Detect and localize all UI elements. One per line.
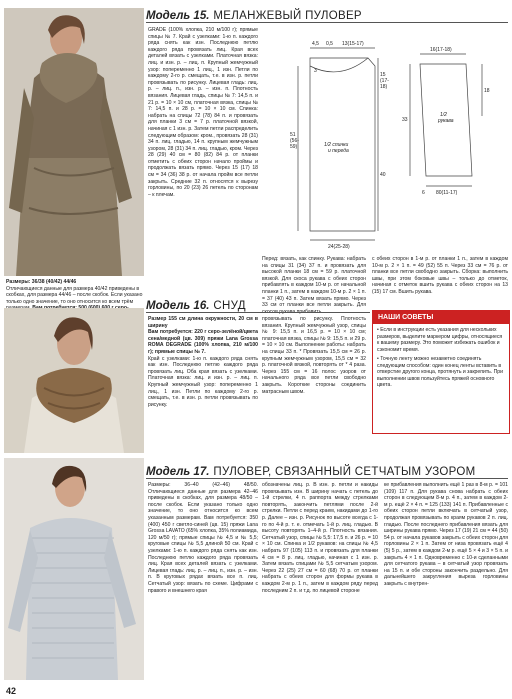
schematic-top-label-1: 4,5: [312, 41, 319, 47]
tips-box: [372, 310, 510, 434]
model17-column-3: ке прибавления выполнить ещё 1 раз в 8-м р. = 101 (109) 117 п. Для рукава снова набрать с обеих сторон в следующем 8-м р. 4 п., затем в каждом 2-м р. ещё 2 × 4 п. = 125 (133) 141 п. Прибавленные с обеих сторон петли включать в сетчатый узор, продолжая провязывать по краям рукавов 2 п. лиц. гладью. После последнего прибавления вязать для ширины рукава прямо. Через 17 (19) 21 см = 44 (50) 54 р. от начала рукавов закрыть с обеих сторон для горловины 2 × 1 п. Затем от низа провязать ещё 4 (5) 5 р., затем в каждом 2-м р. ещё 5 × 4 и 3 × 5 п. и закрыть 4 × 1 п. Одновременно с 10-и сделанными для сетчатого рукава – в сетчатый узор провязать на 15 п. и обе стороны закончить раздельно. Для дальнейшего закругления выреза горловины закрыть с внутрен-: [384, 482, 508, 587]
tips-title: НАШИ СОВЕТЫ: [373, 311, 509, 324]
model15-column-3: с обеих сторон в 1-м р. от планки 1 п., затем в каждом 10-м р. 2 × 1 п. = 49 (52) 55 п. Через 33 см = 76 р. от планки все петли свободно закрыть. Сборка: выполнить швы, при этом боковые швы – только до отметок, начиная с отметок вшить рукава с обеих сторон на 13 (15) 17 см. Вшить рукава.: [372, 256, 508, 295]
schematic-mid-label: 3: [314, 68, 317, 74]
model15-sizes: Размеры: 36/38 (40/42) 44/46: [6, 279, 77, 285]
sleeve-top-label: 16(17-18): [430, 47, 452, 53]
sleeve-bottom-left-label: 6: [422, 190, 425, 196]
model17-column-1: Размеры: 36–40 (42–46) 48/50. Отличающиеся данные для размера 42–46 приведены в скобках, для размера 48/50 – после скобок. Если указано только одно значение, то оно относится ко всем указанным размерам. Вам потребуется: 350 (400) 450 г светло-синей (цв. 15) пряжи Lana Grossa LAVATO (65% хлопка, 35% полиамида, 120 м/50 г); прямые спицы № 4,5 и № 5,5; круговые спицы № 5,5 длиной 50 см. Край с узелками: 1-ю п. каждого ряда снять как изн. Последнюю петлю каждого ряда провязать лиц. Края всех деталей вязать с узелками. Лицевая гладь: лиц. р. – лиц. п., изн. р. – изн. п. В круговых рядах вязать все п. лиц. Сетчатый узор: вязать по схеме. Цифрами с правого и внешнего края: [148, 482, 258, 594]
schematic-center-label-2: и переда: [328, 148, 349, 154]
schematic-top-label-2: 0,5: [326, 41, 333, 47]
schematic-right-label-2: (17-: [380, 78, 389, 84]
page-number: 42: [6, 686, 17, 696]
model17-header: [146, 462, 508, 479]
model15-schematic: [290, 26, 508, 251]
model16-title: СНУД: [213, 300, 246, 312]
model15-title: МЕЛАНЖЕВЫЙ ПУЛОВЕР: [213, 10, 362, 22]
model16-need: Вам потребуется: 220 г серо-зелёной/цвета сена/медной (цв. 309) пряжи Lana Grossa ROMA DEGRADE (100% хлопка, 210 м/100 г); прямые спицы № 7.: [148, 329, 258, 355]
sleeve-center-label-1: 1/2: [440, 112, 447, 118]
schematic-right-label-3: 18): [380, 84, 388, 90]
model16-technique: Край с узелками: 1-ю п. каждого ряда снять как изн. Последнюю петлю каждого ряда провязать лиц. Оба края вязать с узелками. Платочная вязка: лиц. и изн. р. – лиц. п. Крупный жемчужный узор: попеременно 1 лиц., 1 изн. Петли по каждому 2-го р. смещать, т.е. в изн. р. петли провязывать по рисунку.: [148, 355, 258, 408]
schematic-center-label-1: 1/2 спинки: [324, 142, 349, 148]
model16-column-2: провязывать по рисунку. Плотность вязания. Крупный жемчужный узор, спицы № 9: 15,5 п. и 16,5 р. = 10 × 10 см; платочная вязка, спицы № 9: 15,5 п. и 29 р. = 10 × 10 см. Выполнение работы: набрать на спицы 33 п. * Провязать 15,5 см = 26 р. крупным жемчужным узором, 15,5 см = 32 р. платочной вязкой, повторять от * 4 раза. Через 155 см = 16 полос узоров от начального ряда все петли свободно закрыть. Короткие стороны соединить матрасным швом.: [262, 316, 366, 395]
model15-header: [146, 6, 508, 23]
model16-photo: [4, 308, 144, 453]
model17-column-2: обозначены лиц. р. В изн. р. петли и накиды провязывать изн. В ширину начать с петель до 1-й стрелки, 4 п. раппорта между стрелками повторять, закончить петлями после 2-й стрелки. Петли с перед краем, накидами до 1-го р. Далее – изн. р. Рисунок по высоте всегда с 1-го по 4-й р. т. е. отмечать 1-й р. лиц. гладью. В высоту повторять 1–4-й р. Плотность вязания. Сетчатый узор, спицы № 5,5: 17,5 п. и 26 р. = 10 × 10 см. Спинка и 1/2 рукавов: на спицы № 4,5 набрать 97 (105) 113 п. и провязать для планки 4 см = 8 р. лиц. гладью, начиная с 1 изн. р. Затем вязать спицами № 5,5 сетчатым узором. Через 22 (25) 27 см = 60 (68) 70 р. от планки набрать с обеих сторон для формы рукава в каждом 2-м р. 1 п., затем в каждом ряду перед последним 2 п. и т.д. по лицевой стороне: [262, 482, 378, 594]
schematic-left-label-3: 59): [290, 144, 298, 150]
model15-photo: [4, 8, 144, 276]
sleeve-left-label: 33: [402, 117, 408, 123]
schematic-right-mid-label: 40: [380, 172, 386, 178]
model17-number: Модель 17.: [146, 466, 210, 478]
model17-photo: [4, 458, 144, 680]
model15-column-1: GRADE (100% хлопка, 210 м/100 г); прямые спицы № 7. Край с узелками: 1-ю п. каждого ряда снять как изн. Последнюю петлю каждого ряда провязать лиц. Края всех деталей вязать с узелками. Платочная вязка: лиц. и изн. р. – лиц. п. Крупный жемчужный узор: попеременно 1 лиц., 1 изн. Петли по каждому 2-го р. смещать, т.е. в изн. р. петли провязывать по рисунку. Лицевая гладь: лиц. р. – лиц. п., изн. р. – изн. п. Плотность вязания. Лицевая гладь, спицы № 7: 14,5 п. и 21 р. = 10 × 10 см, платочная вязка, спицы № 7: 14,5 п. и 28 р. = 10 × 10 см. Спинка: набрать на спицы 72 (78) 84 п. и провязать для планки 3 см = 7 р. платочной вязкой, начиная с 1 изн. р. Затем петли распределить следующим образом: кром., провязать 28 (31) 34 п. лиц. гладью, 14 п. крупным жемчужным узором, 28 (31) 34 п. лиц. гладью, кром. Через 28 (29) 40 см = 80 (82) 84 р. от планки отметить с обеих сторон начало проймы и продолжать вязать прямо. Через 15 (17) 18 см = 34 (36) 38 р. от начала пройм все петли закрыть. Средние 32 п. относятся к вырезу горловины, по 20 (23) 26 петель по сторонам – к плечам.: [148, 27, 258, 198]
model16-number: Модель 16.: [146, 300, 210, 312]
schematic-left-label-1: 51: [290, 132, 296, 138]
model17-title: ПУЛОВЕР, СВЯЗАННЫЙ СЕТЧАТЫМ УЗОРОМ: [213, 466, 476, 478]
model15-intro: Отличающиеся данные для размера 40/42 приведены в скобках, для размера 44/46 – после скобок. Если указано только одно значение, то оно относится ко всем трём: [6, 285, 143, 305]
schematic-top-label-3: 13(15-17): [342, 41, 364, 47]
schematic-right-label-1: 15: [380, 72, 386, 78]
sleeve-center-label-2: рукава: [438, 118, 454, 124]
model16-column-1: [148, 316, 258, 454]
model15-column-2: Перед: вязать, как спинку. Рукава: набрать на спицы 31 (34) 37 п. и провязать для высокой планки 18 см = 59 р. платочной вязкой. Для скоса рукава с обеих сторон прибавлять в каждом 10-м р. от начальной планки 1 п., затем в каждом 10-м р. 2 × 1 п. = 37 (40) 43 п. Затем вязать прямо. Через 33 см от планки все петли закрыть. Для скосов рукава прибавить: [262, 256, 366, 315]
model15-number: Модель 15.: [146, 10, 210, 22]
tip-1: • Если в инструкции есть указания для нескольких размеров, выделите маркером цифры, относящиеся к вашему размеру. Это поможет избежать ошибок и сэкономит время.: [377, 327, 503, 353]
sleeve-bottom-label: 80(11-17): [436, 190, 458, 196]
model16-sizes: Размер 155 см длина окружности, 20 см в ширину: [148, 316, 258, 329]
model16-header: [146, 296, 370, 313]
sleeve-right-label: 18: [484, 88, 490, 94]
tip-2: • Точную ленту можно незаметно соединять следующим способом: один конец ленты вставить в отверстие другого конца, протянуть и закрепить. При выполнении швов пользуйтесь пряжей основного цвета.: [377, 356, 503, 388]
schematic-bottom-label: 24(25-28): [328, 244, 350, 250]
schematic-left-label-2: (56-: [290, 138, 299, 144]
